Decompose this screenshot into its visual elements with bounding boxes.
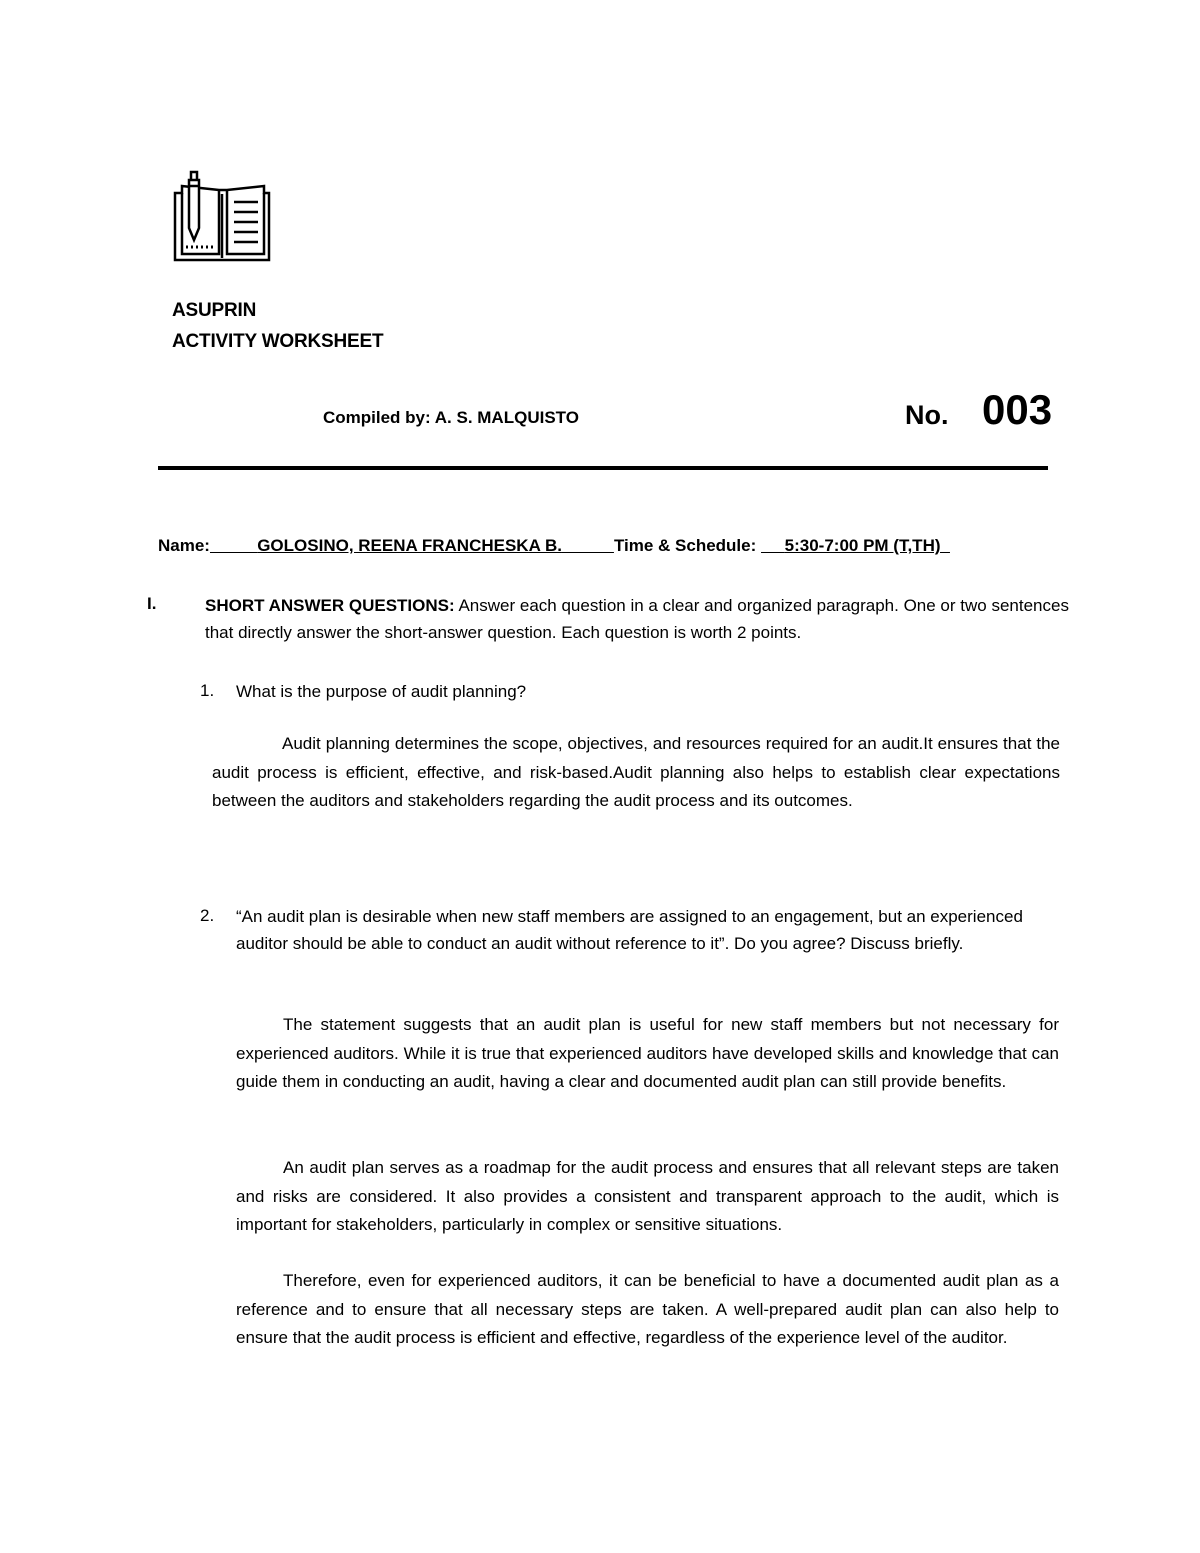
question-2-text: “An audit plan is desirable when new staff members are assigned to an engagement, but an experienced auditor should be able to conduct an audit without reference to it”. Do you agree? Discuss briefly. [236, 907, 1023, 953]
title-line-2: ACTIVITY WORKSHEET [172, 331, 384, 352]
name-label: Name: [158, 536, 210, 555]
question-2-answer-paragraph-2: An audit plan serves as a roadmap for the audit process and ensures that all relevant steps are taken and risks are considered. It also provides a consistent and transparent approach to the audit, which is important for stakeholders, particularly in complex or sensitive situations. [236, 1158, 1059, 1234]
worksheet-number-label: No. [905, 400, 949, 430]
section-number: I. [147, 594, 157, 613]
section-instructions [205, 592, 1075, 646]
schedule-underline-pad-end [941, 536, 950, 555]
question-2-answer-paragraph-3: Therefore, even for experienced auditors, it can be beneficial to have a documented audit plan as a reference and to ensure that all necessary steps are taken. A well-prepared audit plan can also help to ensure that the audit process is efficient and effective, regardless of the experience level of the auditor. [236, 1271, 1059, 1347]
name-underline-pad-end [562, 536, 614, 555]
question-2-number: 2. [200, 906, 215, 925]
compiled-by: Compiled by: A. S. MALQUISTO [323, 408, 579, 427]
title-line-1: ASUPRIN [172, 300, 257, 321]
name-underline-pad [210, 536, 257, 555]
section-heading: SHORT ANSWER QUESTIONS: [205, 596, 455, 615]
schedule-value: 5:30-7:00 PM (T,TH) [784, 536, 941, 555]
question-1-text: What is the purpose of audit planning? [236, 682, 527, 701]
student-info-row [158, 536, 1068, 556]
header-divider [158, 466, 1048, 470]
question-1-answer: Audit planning determines the scope, objectives, and resources required for an audit.It ensures that the audit process is efficient, effective, and risk-based.Audit planning also helps to establish clear expectations between the auditors and stakeholders regarding the audit process and its outcomes. [212, 734, 1060, 810]
worksheet-number: 003 [982, 386, 1053, 433]
section-instructions-text: Answer each question in a clear and organized paragraph. One or two sentences that directly answer the short-answer question. Each question is worth 2 points. [205, 596, 1069, 642]
book-pencil-icon [172, 168, 272, 264]
schedule-label: Time & Schedule: [613, 536, 757, 555]
question-1-number: 1. [200, 681, 215, 700]
schedule-underline-pad [761, 536, 785, 555]
name-value: GOLOSINO, REENA FRANCHESKA B. [257, 536, 562, 555]
question-2-answer-paragraph-1: The statement suggests that an audit plan is useful for new staff members but not necessary for experienced auditors. While it is true that experienced auditors have developed skills and knowledge that can guide them in conducting an audit, having a clear and documented audit plan can still provide benefits. [236, 1015, 1059, 1091]
